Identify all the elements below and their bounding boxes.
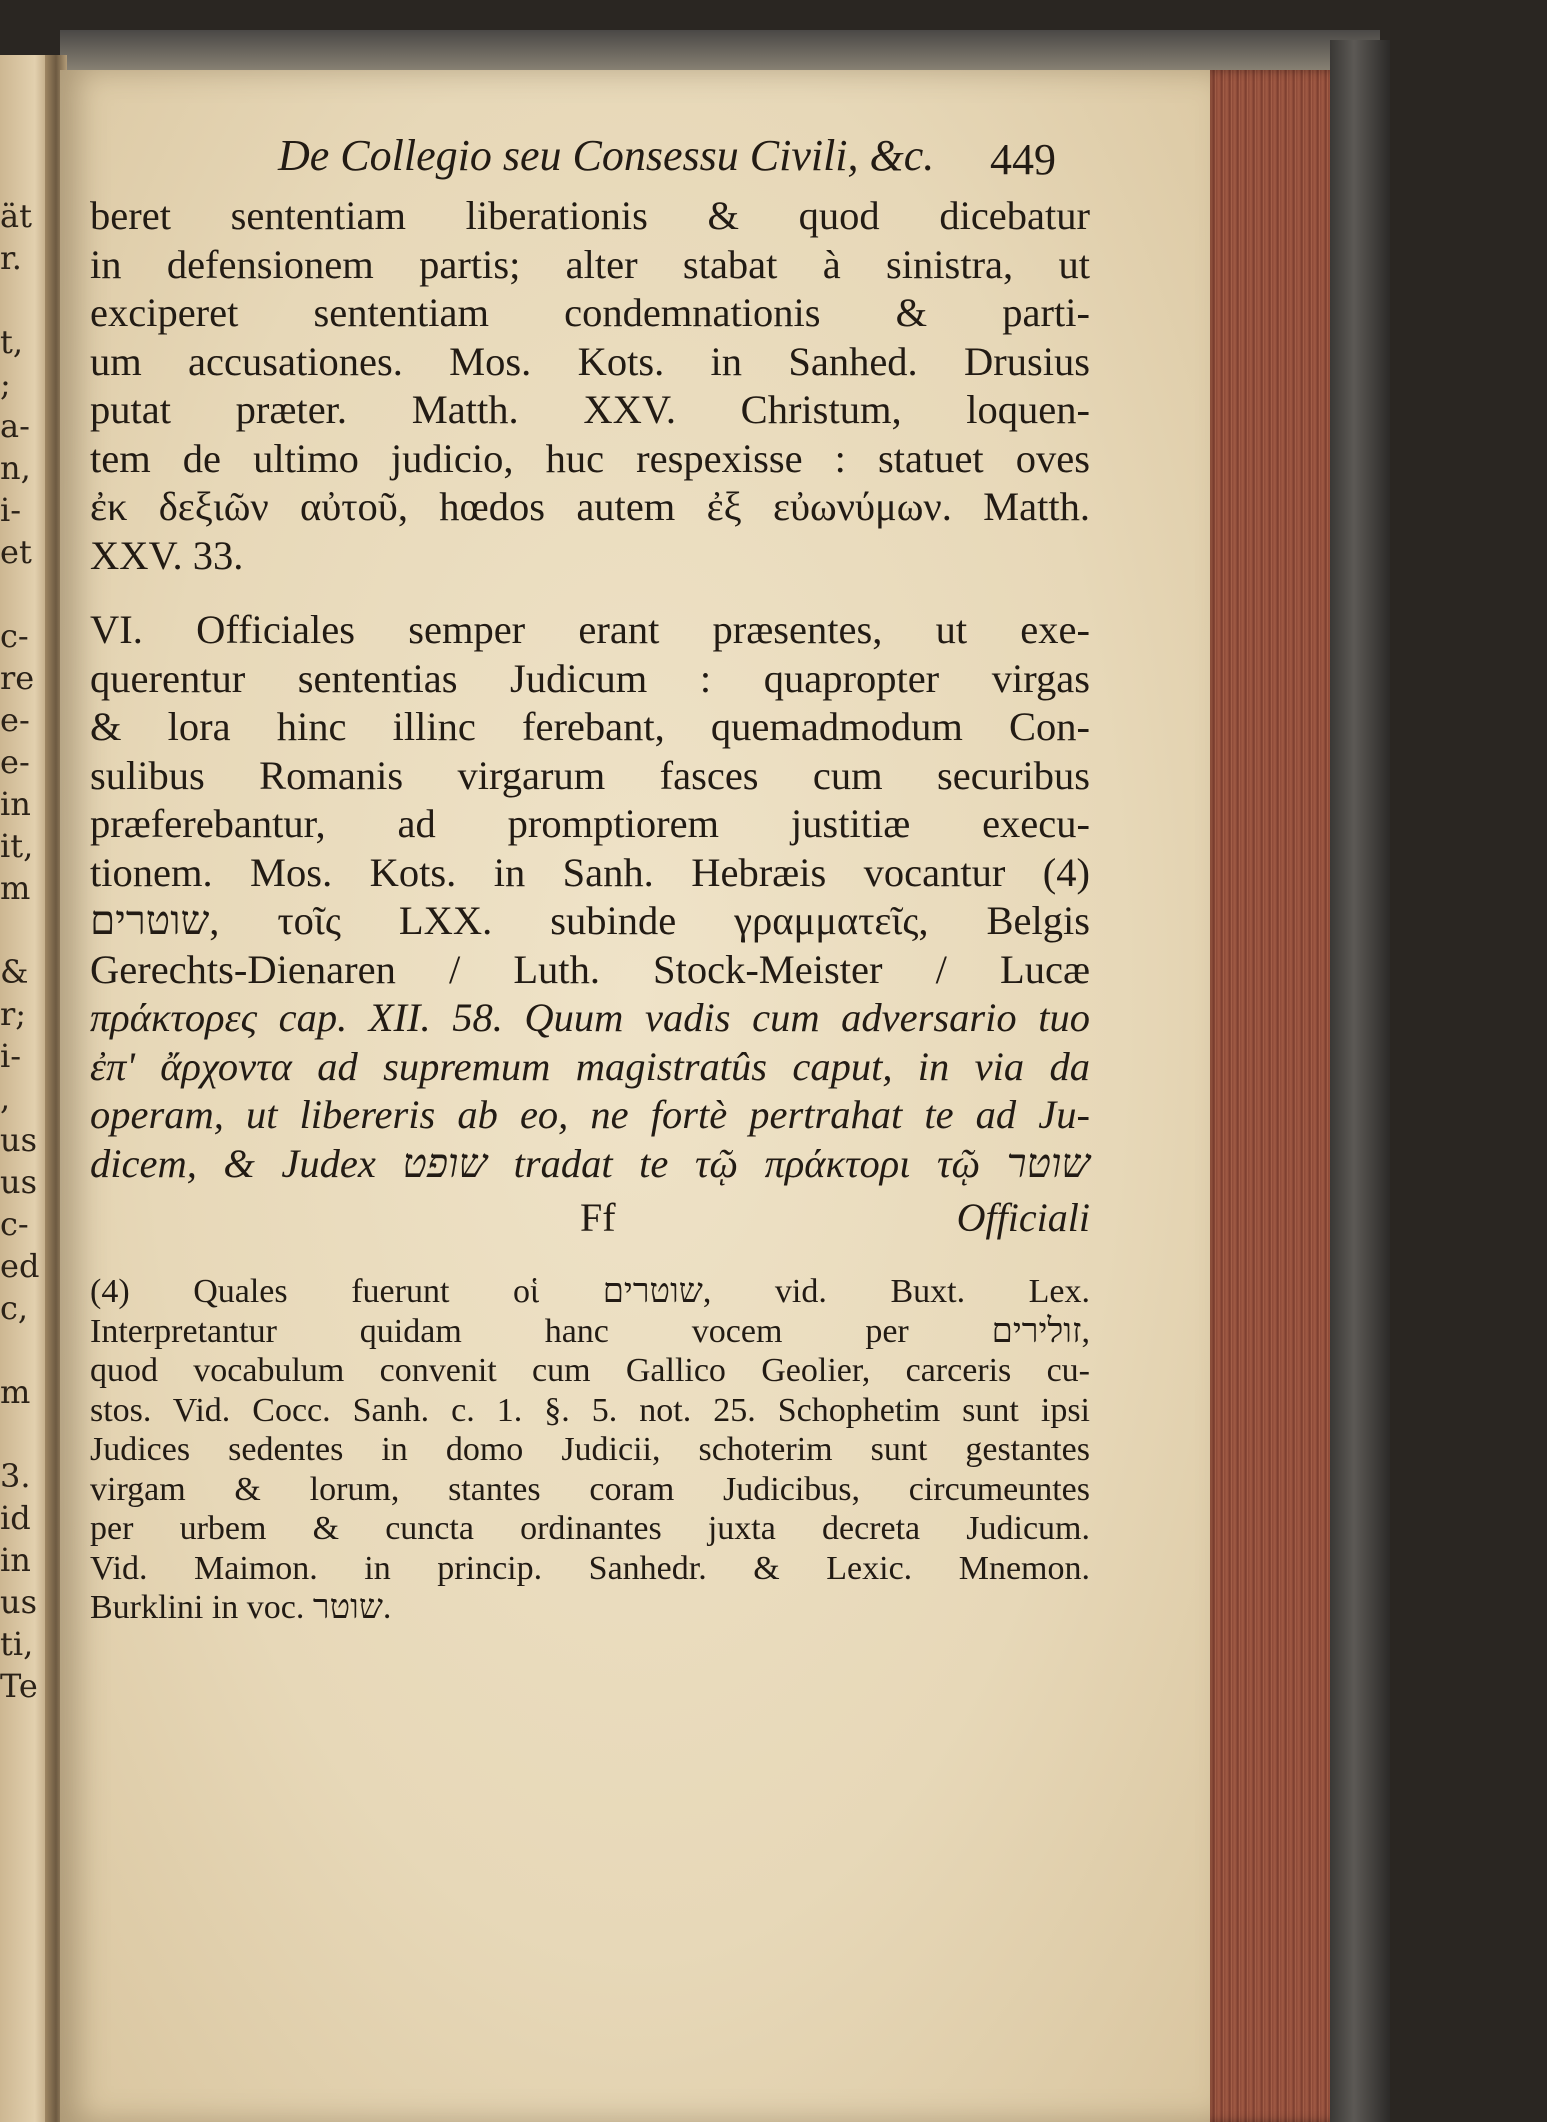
left-margin-fragment: i-	[0, 1037, 22, 1075]
left-margin-fragment: ,	[0, 1079, 11, 1117]
text-line: & lora hinc illinc ferebant, quemadmodum Con-	[90, 704, 1090, 749]
text-line: VI. Officiales semper erant præsentes, ut exe-	[90, 607, 1090, 652]
left-margin-fragment: 3.	[0, 1457, 31, 1495]
footnote-line: stos. Vid. Cocc. Sanh. c. 1. §. 5. not. 25. Schophetim sunt ipsi	[90, 1391, 1090, 1429]
left-margin-fragment: ed	[0, 1247, 40, 1285]
left-margin-fragment: e-	[0, 701, 30, 739]
left-margin-fragment: in	[0, 1541, 31, 1579]
left-margin-fragment: us	[0, 1583, 38, 1621]
left-margin-fragment: e-	[0, 743, 30, 781]
text-line: beret sententiam liberationis & quod dicebatur	[90, 193, 1090, 238]
left-margin-fragment: c,	[0, 1289, 29, 1327]
text-line: שוטרים, τοῖς LXX. subinde γραμματεῖς, Belgis	[90, 898, 1090, 943]
text-line: exciperet sententiam condemnationis & parti-	[90, 290, 1090, 335]
book-cover-edge	[1330, 40, 1390, 2122]
left-margin-fragment: c-	[0, 617, 29, 655]
footnote-line: (4) Quales fuerunt οἱ שוטרים, vid. Buxt. Lex.	[90, 1273, 1091, 1310]
page-edges	[1200, 70, 1330, 2122]
left-margin-fragment: n,	[0, 449, 31, 487]
left-margin-fragment: m	[0, 1373, 31, 1411]
catchword: Officiali	[956, 1195, 1090, 1240]
left-margin-fragment	[0, 279, 50, 321]
signature-mark: Ff	[580, 1195, 616, 1240]
text-line: putat præter. Matth. XXV. Christum, loquen-	[90, 387, 1090, 432]
left-margin-fragment: it,	[0, 827, 34, 865]
left-margin-fragment: c-	[0, 1205, 29, 1243]
page-content	[90, 130, 1090, 1628]
running-head: De Collegio seu Consessu Civili, &c.	[278, 131, 935, 180]
main-text	[90, 192, 1090, 1188]
page-footer	[90, 1194, 1090, 1242]
left-margin-fragment	[0, 909, 50, 951]
left-margin-fragment	[0, 573, 50, 615]
left-margin-fragment: m	[0, 869, 31, 907]
left-margin-fragment: in	[0, 785, 31, 823]
text-line: ἐπ' ἄρχοντα ad supremum magistratûs caput, in via da	[90, 1043, 1090, 1089]
left-margin-fragment: et	[0, 533, 32, 571]
left-margin-fragment: Te	[0, 1667, 38, 1705]
left-margin-fragment: ti,	[0, 1625, 34, 1663]
footnote-line: per urbem & cuncta ordinantes juxta decreta Judicum.	[90, 1510, 1090, 1547]
text-line: tionem. Mos. Kots. in Sanh. Hebræis vocantur (4)	[90, 849, 1090, 895]
text-line: XXV. 33.	[90, 532, 244, 578]
footnote-line: virgam & lorum, stantes coram Judicibus, circumeuntes	[90, 1470, 1090, 1508]
text-line: præferebantur, ad promptiorem justitiæ execu-	[90, 801, 1090, 846]
left-margin-fragment: a-	[0, 407, 30, 445]
text-line: Gerechts-Dienaren / Luth. Stock-Meister / Lucæ	[90, 946, 1090, 992]
text-line: querentur sententias Judicum : quapropter virgas	[90, 655, 1090, 701]
footnote-line: Burklini in voc. שוטר.	[90, 1589, 392, 1626]
left-margin-fragment: us	[0, 1121, 38, 1159]
left-margin-fragment: r.	[0, 239, 22, 277]
left-margin-fragment: &	[0, 953, 29, 991]
left-margin-fragment	[0, 1329, 50, 1371]
text-line: tem de ultimo judicio, huc respexisse : statuet oves	[90, 435, 1090, 481]
page-number: 449	[990, 135, 1056, 184]
footnote-line: Vid. Maimon. in princip. Sanhedr. & Lexic. Mnemon.	[90, 1549, 1090, 1587]
left-margin-fragment: t,	[0, 323, 24, 361]
footnotes	[90, 1272, 1090, 1628]
footnote-line: Judices sedentes in domo Judicii, schoterim sunt gestantes	[90, 1431, 1090, 1468]
page-header	[90, 130, 1090, 192]
left-margin-fragment: r;	[0, 995, 27, 1033]
left-margin-fragment	[0, 1413, 50, 1455]
left-margin-fragment: re	[0, 659, 35, 697]
text-line: um accusationes. Mos. Kots. in Sanhed. Drusius	[90, 338, 1090, 384]
text-line: dicem, & Judex שופט tradat te τῷ πράκτορι τῷ שוטר	[90, 1140, 1090, 1186]
left-margin-fragment: us	[0, 1163, 38, 1201]
text-line: operam, ut libereris ab eo, ne fortè pertrahat te ad Ju-	[90, 1092, 1090, 1137]
footnote-line: quod vocabulum convenit cum Gallico Geolier, carceris cu-	[90, 1352, 1090, 1389]
left-page-fragment	[0, 55, 50, 2122]
footnote-line: Interpretantur quidam hanc vocem per זולירים,	[90, 1312, 1090, 1350]
text-line: πράκτορες cap. XII. 58. Quum vadis cum adversario tuo	[90, 995, 1090, 1040]
text-line: in defensionem partis; alter stabat à sinistra, ut	[90, 241, 1090, 287]
left-margin-fragment: id	[0, 1499, 31, 1537]
left-margin-fragment: ;	[0, 365, 11, 403]
left-margin-fragment: i-	[0, 491, 22, 529]
left-margin-fragments	[0, 195, 50, 1707]
text-line: sulibus Romanis virgarum fasces cum securibus	[90, 752, 1090, 798]
left-margin-fragment: ät	[0, 197, 32, 235]
text-line: ἐκ δεξιῶν αὐτοῦ, hœdos autem ἐξ εὐωνύμων. Matth.	[90, 484, 1090, 529]
